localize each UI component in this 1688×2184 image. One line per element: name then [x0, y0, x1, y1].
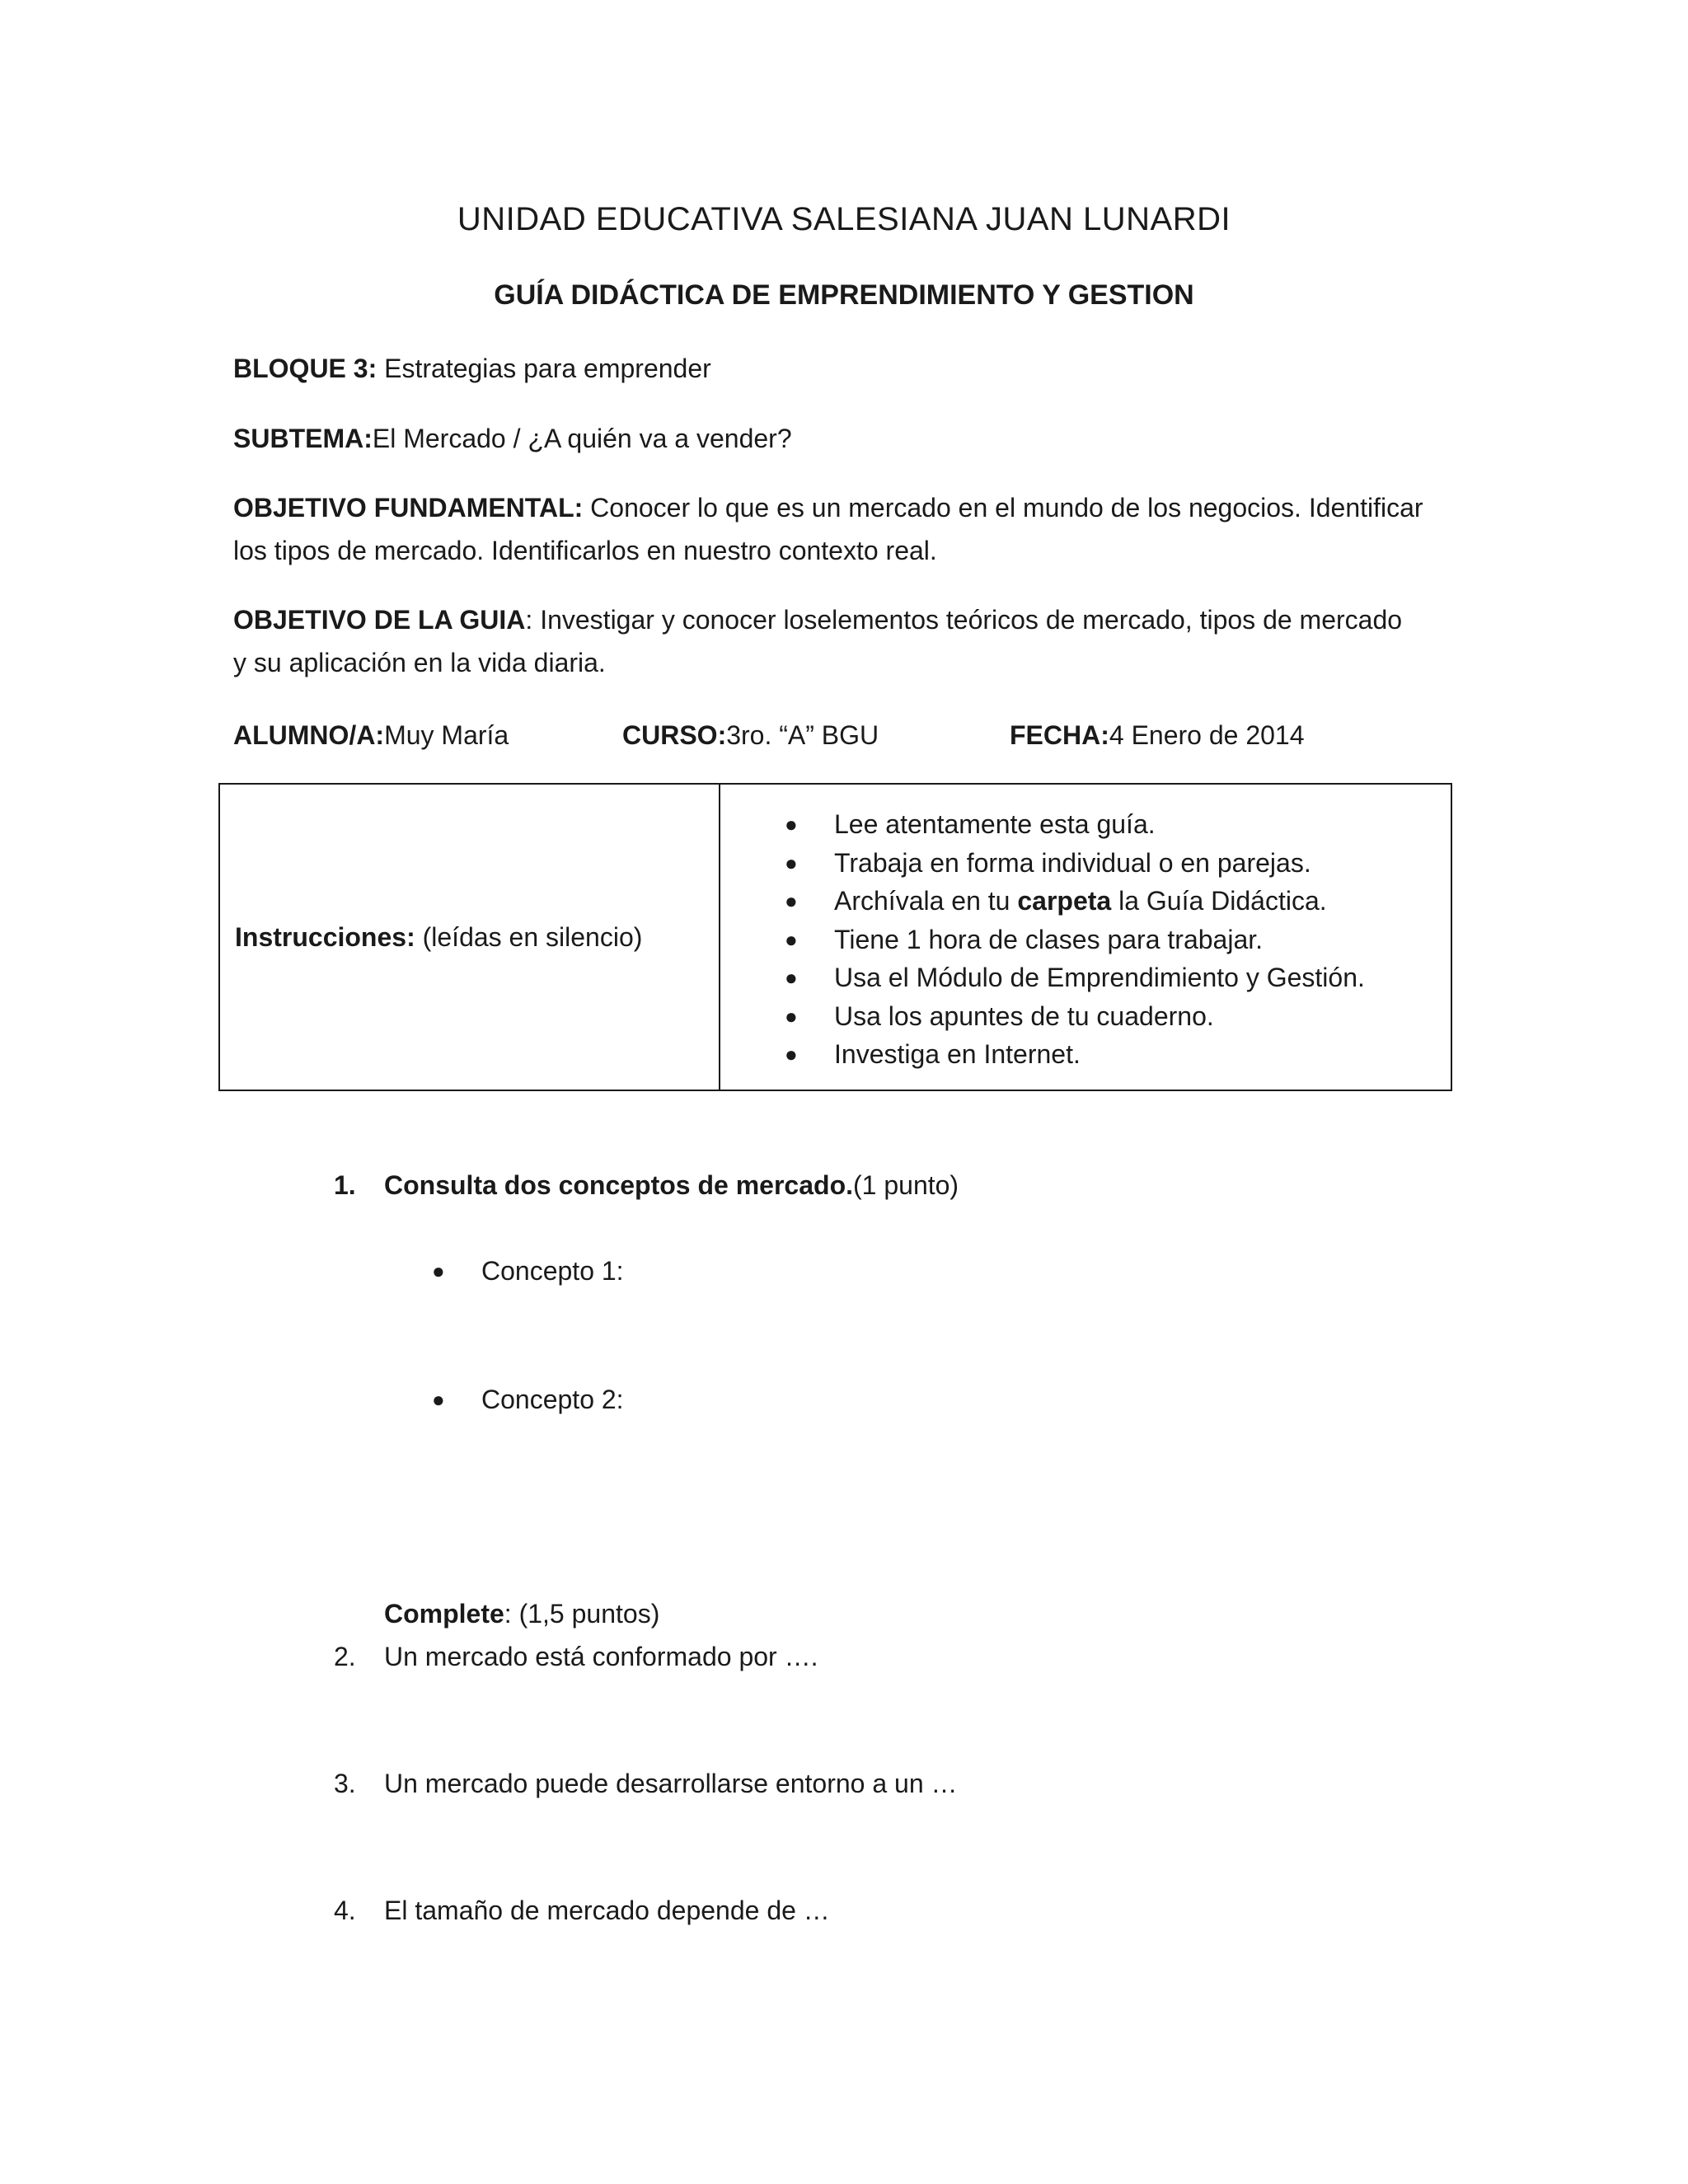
- bullet-icon: ●: [785, 926, 798, 952]
- bullet-icon: ●: [785, 1042, 798, 1067]
- subtema-label: SUBTEMA:: [233, 424, 373, 453]
- curso-value: 3ro. “A” BGU: [726, 720, 879, 750]
- instructions-list-cell: [720, 784, 1451, 1090]
- curso-label: CURSO:: [622, 720, 727, 750]
- instructions-label: Instrucciones:: [235, 921, 415, 952]
- list-item: ● Archívala en tu carpeta la Guía Didáctica.: [720, 882, 1451, 921]
- instructions-table: [218, 783, 1452, 1091]
- bloque-label: BLOQUE 3:: [233, 354, 377, 383]
- question-text: El tamaño de mercado depende de …: [384, 1896, 830, 1925]
- fecha-field: [1010, 714, 1305, 757]
- curso-field: [622, 714, 879, 757]
- question-number: 2.: [334, 1642, 356, 1671]
- fecha-label: FECHA:: [1010, 720, 1109, 750]
- objetivo-fundamental-text1: Conocer lo que es un mercado en el mundo de los negocios. Identificar: [583, 493, 1423, 523]
- instructions-note: (leídas en silencio): [415, 921, 643, 952]
- bullet-icon: ●: [785, 888, 798, 914]
- question-number: 3.: [334, 1769, 356, 1798]
- objetivo-guia-label: OBJETIVO DE LA GUIA: [233, 605, 526, 635]
- bloque-value: Estrategias para emprender: [377, 354, 711, 383]
- document-page: UNIDAD EDUCATIVA SALESIANA JUAN LUNARDI GUÍA DIDÁCTICA DE EMPRENDIMIENTO Y GESTION BLOQUE 3: Estrategias para emprender SUBTEMA:El Mercado / ¿A quién va a vender? OBJETIVO FUNDAMENTAL: Conocer lo que es un mercado en el mundo de los negocios. Identificar los tipos de mercado. Identificarlos en nuestro contexto real. OBJETIVO DE LA GUIA: Investigar y conocer loselementos teóricos de mercado, tipos de mercado y su aplicación en la vida diaria. ALUMNO/A:Muy María CURSO:3ro. “A” BGU FECHA:4 Enero de 2014 Instrucciones: (leídas en silencio) ● Lee atentamente esta guía. ● Trabaja en forma individual o en parejas. ● Archívala en tu carpeta la Guía Didáctica. ● Tiene 1 hora de clases para trabajar. ● Usa el Módulo de Emprendimiento y Gestión. ● Usa los apuntes de tu cuaderno. ● Investiga en Internet. 1. Consulta dos conceptos de mercado.(1 punto) ● Concepto 1: ● Concepto 2: Complete: (1,5 puntos) 2. Un mercado está conformado por …. 3. Un mercado puede desarrollarse entorno a un … 4. El tamaño de mercado depende de …: [0, 0, 1688, 2184]
- subtema-line: [233, 417, 1470, 460]
- bullet-icon: ●: [785, 965, 798, 991]
- question-text: Un mercado está conformado por ….: [384, 1642, 818, 1671]
- bullet-icon: ●: [785, 812, 798, 837]
- bullet-icon: ●: [432, 1387, 445, 1412]
- school-title: UNIDAD EDUCATIVA SALESIANA JUAN LUNARDI: [457, 201, 1231, 237]
- list-item: ● Usa los apuntes de tu cuaderno.: [720, 997, 1451, 1036]
- alumno-value: Muy María: [384, 720, 509, 750]
- objetivo-fundamental-line2: los tipos de mercado. Identificarlos en nuestro contexto real.: [233, 536, 937, 565]
- objetivo-fundamental-line1: [233, 486, 1470, 529]
- list-item: ● Usa el Módulo de Emprendimiento y Gestión.: [720, 958, 1451, 997]
- question-text: Un mercado puede desarrollarse entorno a un …: [384, 1769, 958, 1798]
- objetivo-fundamental-label: OBJETIVO FUNDAMENTAL:: [233, 493, 584, 523]
- bullet-icon: ●: [785, 1003, 798, 1029]
- guide-title: GUÍA DIDÁCTICA DE EMPRENDIMIENTO Y GESTION: [494, 279, 1194, 311]
- list-item: ● Trabaja en forma individual o en parejas.: [720, 844, 1451, 883]
- objetivo-guia-line1: [233, 598, 1470, 641]
- student-info-row: [233, 714, 1470, 757]
- bullet-icon: ●: [785, 850, 798, 875]
- fecha-value: 4 Enero de 2014: [1109, 720, 1305, 750]
- instructions-label-cell: [219, 784, 720, 1090]
- bullet-icon: ●: [432, 1258, 445, 1283]
- subtema-value: El Mercado / ¿A quién va a vender?: [372, 424, 792, 453]
- objetivo-guia-line2: y su aplicación en la vida diaria.: [233, 648, 606, 677]
- list-item: ● Tiene 1 hora de clases para trabajar.: [720, 921, 1451, 959]
- alumno-label: ALUMNO/A:: [233, 720, 385, 750]
- question-number: 1.: [334, 1170, 356, 1200]
- instructions-list: [720, 800, 1451, 1074]
- bloque-line: [233, 347, 1470, 390]
- list-item: ● Lee atentamente esta guía.: [720, 805, 1451, 844]
- list-item: ● Investiga en Internet.: [720, 1035, 1451, 1074]
- alumno-field: [233, 714, 509, 757]
- objetivo-guia-text1: : Investigar y conocer loselementos teóricos de mercado, tipos de mercado: [525, 605, 1403, 635]
- concept-2-label: Concepto 2:: [481, 1385, 624, 1414]
- concept-1-label: Concepto 1:: [481, 1256, 624, 1286]
- question-number: 4.: [334, 1896, 356, 1925]
- question-text: Consulta dos conceptos de mercado.(1 punto): [384, 1170, 959, 1200]
